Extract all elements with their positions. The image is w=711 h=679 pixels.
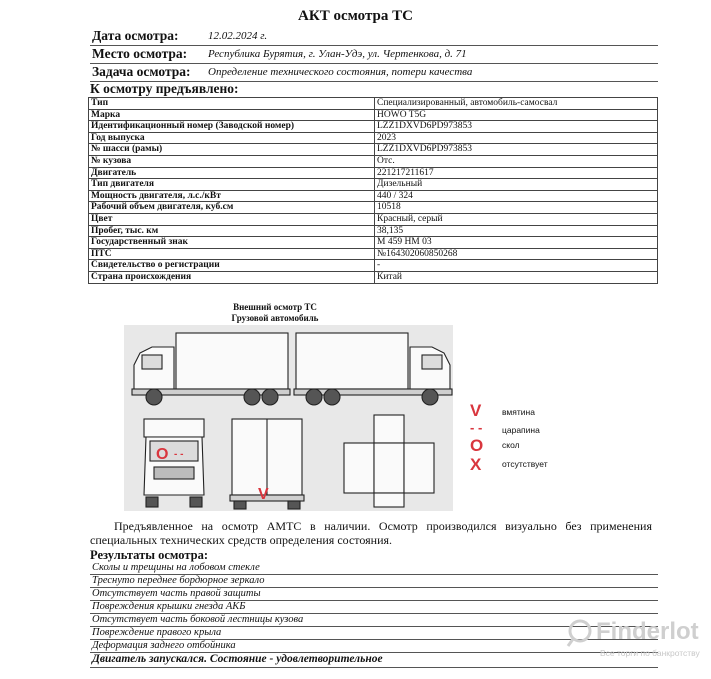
scratch-mark-front: - - xyxy=(174,449,184,460)
spec-value: №164302060850268 xyxy=(375,248,658,260)
truck-left-side-view xyxy=(132,333,290,405)
diagram-subtitle: Грузовой автомобиль xyxy=(231,313,319,323)
spec-value: HOWO T5G xyxy=(375,109,658,121)
spec-key: Тип двигателя xyxy=(89,179,375,191)
watermark-name: Finderlot xyxy=(596,618,699,645)
legend-missing-label: отсутствует xyxy=(502,459,548,469)
legend-chip-symbol: O xyxy=(470,436,484,455)
legend-missing xyxy=(470,455,548,475)
truck-front-view xyxy=(144,419,204,507)
result-item: Отсутствует часть боковой лестницы кузова xyxy=(90,614,658,627)
inspection-date-label: Дата осмотра: xyxy=(92,28,179,43)
spec-key: Мощность двигателя, л.с./кВт xyxy=(89,190,375,202)
table-row xyxy=(89,225,658,237)
spec-key: Государственный знак xyxy=(89,237,375,249)
table-row xyxy=(89,98,658,110)
table-row xyxy=(89,144,658,156)
result-item: Повреждения крышки гнезда АКБ xyxy=(90,601,658,614)
final-result: Двигатель запускался. Состояние - удовлетворительное xyxy=(90,653,658,668)
inspection-date-row xyxy=(90,27,658,46)
table-row xyxy=(89,190,658,202)
chip-mark-front: O xyxy=(156,446,169,463)
result-item: Треснуто переднее бордюрное зеркало xyxy=(90,575,658,588)
table-row xyxy=(89,132,658,144)
inspection-task-label: Задача осмотра: xyxy=(92,64,191,79)
spec-value: 38,135 xyxy=(375,225,658,237)
table-row xyxy=(89,109,658,121)
spec-key: Пробег, тыс. км xyxy=(89,225,375,237)
spec-value: Дизельный xyxy=(375,179,658,191)
spec-key: Цвет xyxy=(89,213,375,225)
spec-value: Отс. xyxy=(375,155,658,167)
legend-scratch-label: царапина xyxy=(502,425,540,435)
inspection-place-value: Республика Бурятия, г. Улан-Удэ, ул. Чертенкова, д. 71 xyxy=(208,48,467,60)
dent-mark-rear: V xyxy=(258,486,269,503)
spec-key: Идентификационный номер (Заводской номер) xyxy=(89,121,375,133)
legend-scratch xyxy=(470,420,540,435)
spec-value: 10518 xyxy=(375,202,658,214)
table-row xyxy=(89,121,658,133)
inspection-note-paragraph: Предъявленное на осмотр АМТС в наличии. Осмотр производился визуально без применения специальных технических средств определения состояния. xyxy=(90,519,652,547)
legend-dent-label: вмятина xyxy=(502,407,535,417)
spec-key: Марка xyxy=(89,109,375,121)
vehicle-spec-table xyxy=(88,97,658,284)
result-item: Отсутствует часть правой защиты xyxy=(90,588,658,601)
table-row xyxy=(89,155,658,167)
table-row xyxy=(89,271,658,283)
spec-key: ПТС xyxy=(89,248,375,260)
spec-value: LZZ1DXVD6PD973853 xyxy=(375,121,658,133)
table-row xyxy=(89,260,658,272)
legend-dent-symbol: V xyxy=(470,401,482,420)
spec-key: № кузова xyxy=(89,155,375,167)
spec-value: 2023 xyxy=(375,132,658,144)
spec-value: М 459 НМ 03 xyxy=(375,237,658,249)
watermark-subtitle: Все торги по банкротству xyxy=(600,648,700,658)
truck-diagram-svg xyxy=(124,325,453,511)
results-title: Результаты осмотра: xyxy=(90,548,208,562)
inspection-date-value: 12.02.2024 г. xyxy=(208,30,268,42)
table-row xyxy=(89,237,658,249)
result-item: Сколы и трещины на лобовом стекле xyxy=(90,562,658,575)
legend-scratch-symbol: - - xyxy=(470,420,483,435)
table-row xyxy=(89,179,658,191)
inspection-place-row xyxy=(90,45,658,64)
presented-section-title: К осмотру предъявлено: xyxy=(90,81,239,96)
diagram-title: Внешний осмотр ТС xyxy=(233,302,317,312)
spec-key: Двигатель xyxy=(89,167,375,179)
spec-value: - xyxy=(375,260,658,272)
finderlot-logo-icon xyxy=(566,618,594,648)
table-row xyxy=(89,213,658,225)
legend-dent xyxy=(470,401,535,421)
legend-chip-label: скол xyxy=(502,440,520,450)
spec-key: Свидетельство о регистрации xyxy=(89,260,375,272)
table-row xyxy=(89,167,658,179)
inspection-task-row xyxy=(90,63,658,82)
truck-right-side-view xyxy=(294,333,452,405)
inspection-task-value: Определение технического состояния, потери качества xyxy=(208,66,473,78)
spec-key: № шасси (рамы) xyxy=(89,144,375,156)
inspection-place-label: Место осмотра: xyxy=(92,46,188,61)
spec-key: Тип xyxy=(89,98,375,110)
spec-key: Рабочий объем двигателя, куб.см xyxy=(89,202,375,214)
table-row xyxy=(89,248,658,260)
truck-inspection-diagram xyxy=(124,325,453,511)
spec-value: 440 / 324 xyxy=(375,190,658,202)
result-item: Повреждение правого крыла xyxy=(90,627,658,640)
document-title: АКТ осмотра ТС xyxy=(298,8,413,24)
spec-key: Год выпуска xyxy=(89,132,375,144)
truck-body-unfolded-view xyxy=(344,415,434,507)
spec-value: Специализированный, автомобиль-самосвал xyxy=(375,98,658,110)
spec-value: Китай xyxy=(375,271,658,283)
table-row xyxy=(89,202,658,214)
spec-value: Красный, серый xyxy=(375,213,658,225)
spec-value: 221217211617 xyxy=(375,167,658,179)
spec-key: Страна происхождения xyxy=(89,271,375,283)
legend-missing-symbol: X xyxy=(470,455,482,474)
spec-value: LZZ1DXVD6PD973853 xyxy=(375,144,658,156)
result-item: Деформация заднего отбойника xyxy=(90,640,658,653)
legend-chip xyxy=(470,436,520,456)
